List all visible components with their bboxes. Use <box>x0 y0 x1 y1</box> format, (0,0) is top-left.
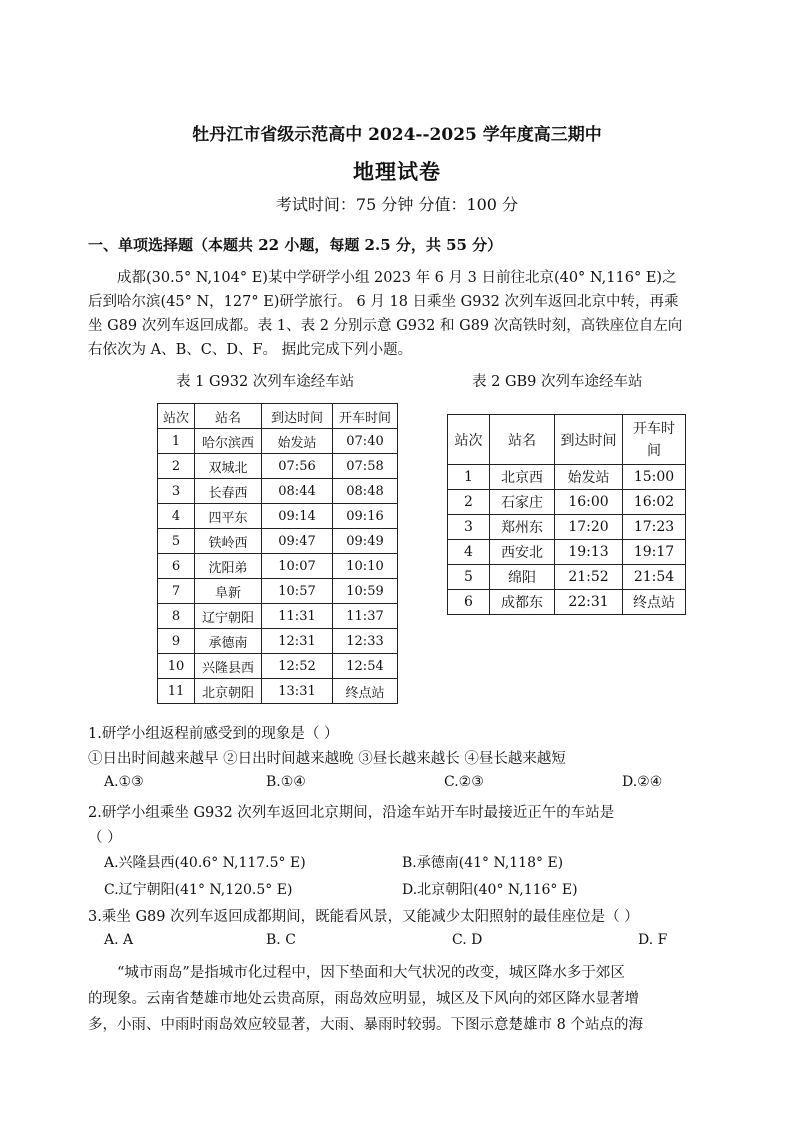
table-cell: 4 <box>158 504 195 529</box>
table-cell: 3 <box>158 479 195 504</box>
table-row <box>448 565 686 590</box>
question-3-stem: 3.乘坐 G89 次列车返回成都期间，既能看风景，又能减少太阳照射的最佳座位是（ ） <box>88 909 639 925</box>
table-header-cell: 到达时间 <box>262 404 333 429</box>
school-title: 牡丹江市省级示范高中 2024--2025 学年度高三期中 <box>192 125 602 145</box>
table-cell: 16:02 <box>623 490 686 515</box>
question-1-option-d: D.②④ <box>622 774 663 790</box>
table-cell: 4 <box>448 540 490 565</box>
table-cell: 09:14 <box>262 504 333 529</box>
exam-info: 考试时间：75 分钟 分值：100 分 <box>275 195 519 214</box>
intro-line: 坐 G89 次列车返回成都。表 1、表 2 分别示意 G932 和 G89 次高铁时刻，高铁座位自左向 <box>88 318 683 334</box>
question-1-option-a: A.①③ <box>104 774 144 790</box>
table-cell: 22:31 <box>555 590 623 615</box>
table-cell: 19:13 <box>555 540 623 565</box>
table-cell: 7 <box>158 579 195 604</box>
question-3-option-b: B. C <box>266 932 296 948</box>
table-cell: 10 <box>158 654 195 679</box>
table-row <box>448 465 686 490</box>
table1 <box>157 403 398 704</box>
question-2-stem: 2.研学小组乘坐 G932 次列车返回北京期间，沿途车站开车时最接近正午的车站是 <box>88 805 615 821</box>
question-3-option-d: D. F <box>638 932 668 948</box>
table-cell: 11:37 <box>333 604 398 629</box>
table-cell: 13:31 <box>262 679 333 704</box>
question-2-option-c: C.辽宁朝阳(41° N,120.5° E) <box>104 882 293 898</box>
intro-line: 后到哈尔滨(45° N，127° E)研学旅行。 6 月 18 日乘坐 G932 次列车返回北京中转，再乘 <box>88 294 679 310</box>
table-cell: 6 <box>448 590 490 615</box>
table1-caption: 表 1 G932 次列车途经车站 <box>176 374 355 390</box>
question-1-stem: 1.研学小组返程前感受到的现象是（ ） <box>88 726 339 742</box>
passage-line: 多，小雨、中雨时雨岛效应较显著，大雨、暴雨时较弱。下图示意楚雄市 8 个站点的海 <box>88 1017 643 1033</box>
table-cell: 12:52 <box>262 654 333 679</box>
table-cell: 哈尔滨西 <box>195 429 262 454</box>
table-cell: 成都东 <box>490 590 555 615</box>
table-cell: 10:57 <box>262 579 333 604</box>
table-row <box>158 654 398 679</box>
table2-caption: 表 2 GB9 次列车途经车站 <box>472 374 643 390</box>
question-3-option-a: A. A <box>104 932 134 948</box>
table-header-cell: 到达时间 <box>555 415 623 465</box>
table-cell: 5 <box>158 529 195 554</box>
table-cell: 12:33 <box>333 629 398 654</box>
table-cell: 8 <box>158 604 195 629</box>
table-row <box>158 454 398 479</box>
table-cell: 10:59 <box>333 579 398 604</box>
section-heading: 一、单项选择题（本题共 22 小题，每题 2.5 分，共 55 分） <box>88 236 503 254</box>
table-cell: 双城北 <box>195 454 262 479</box>
table-cell: 09:47 <box>262 529 333 554</box>
question-3-option-c: C. D <box>452 932 483 948</box>
table-cell: 07:56 <box>262 454 333 479</box>
table-cell: 承德南 <box>195 629 262 654</box>
table-cell: 10:07 <box>262 554 333 579</box>
table-header-cell: 站次 <box>448 415 490 465</box>
table-cell: 09:16 <box>333 504 398 529</box>
table-cell: 阜新 <box>195 579 262 604</box>
table-cell: 1 <box>448 465 490 490</box>
table-cell: 08:44 <box>262 479 333 504</box>
intro-line: 成都(30.5° N,104° E)某中学研学小组 2023 年 6 月 3 日前往北京(40° N,116° E)之 <box>117 270 677 286</box>
passage-line: “城市雨岛”是指城市化过程中，因下垫面和大气状况的改变，城区降水多于郊区 <box>117 965 625 981</box>
table-cell: 始发站 <box>262 429 333 454</box>
table-cell: 辽宁朝阳 <box>195 604 262 629</box>
question-1-option-c: C.②③ <box>444 774 484 790</box>
table-header-text: 开车时 <box>633 420 675 437</box>
question-1-statements: ①日出时间越来越早 ②日出时间越来越晚 ③昼长越来越长 ④昼长越来越短 <box>88 751 566 767</box>
table-cell: 10:10 <box>333 554 398 579</box>
table-cell: 21:54 <box>623 565 686 590</box>
table-row <box>158 554 398 579</box>
table-cell: 终点站 <box>623 590 686 615</box>
table-cell: 西安北 <box>490 540 555 565</box>
table-header-cell: 站名 <box>490 415 555 465</box>
table-row <box>448 490 686 515</box>
table-row <box>158 679 398 704</box>
table-cell: 沈阳弟 <box>195 554 262 579</box>
question-1-option-b: B.①④ <box>266 774 306 790</box>
question-2-option-b: B.承德南(41° N,118° E) <box>402 855 564 871</box>
table-cell: 北京朝阳 <box>195 679 262 704</box>
table-cell: 17:23 <box>623 515 686 540</box>
table-row <box>158 629 398 654</box>
table-cell: 9 <box>158 629 195 654</box>
table-row <box>158 604 398 629</box>
table-cell: 09:49 <box>333 529 398 554</box>
table-header-cell: 开车时间 <box>333 404 398 429</box>
table-row <box>158 479 398 504</box>
table-row <box>158 429 398 454</box>
table-cell: 2 <box>448 490 490 515</box>
table-cell: 北京西 <box>490 465 555 490</box>
table-cell: 12:31 <box>262 629 333 654</box>
table-cell: 11 <box>158 679 195 704</box>
table-cell: 11:31 <box>262 604 333 629</box>
table2 <box>447 414 686 615</box>
passage-2 <box>88 960 700 1038</box>
table-cell: 21:52 <box>555 565 623 590</box>
table-header-cell: 站名 <box>195 404 262 429</box>
table-cell: 08:48 <box>333 479 398 504</box>
table-row <box>448 590 686 615</box>
table-cell: 16:00 <box>555 490 623 515</box>
table-row <box>158 504 398 529</box>
table-cell: 兴隆县西 <box>195 654 262 679</box>
table-row <box>448 515 686 540</box>
intro-paragraph <box>88 266 700 362</box>
subject-title: 地理试卷 <box>353 159 441 184</box>
question-2-stem-continued: （ ） <box>88 830 122 846</box>
table-header-row <box>158 404 398 429</box>
table-cell: 3 <box>448 515 490 540</box>
table-header-cell <box>623 415 686 465</box>
table-cell: 17:20 <box>555 515 623 540</box>
table-cell: 长春西 <box>195 479 262 504</box>
table-cell: 绵阳 <box>490 565 555 590</box>
table-cell: 2 <box>158 454 195 479</box>
table-cell: 19:17 <box>623 540 686 565</box>
table-cell: 12:54 <box>333 654 398 679</box>
table-header-row <box>448 415 686 465</box>
table-cell: 始发站 <box>555 465 623 490</box>
table-cell: 07:58 <box>333 454 398 479</box>
table-cell: 6 <box>158 554 195 579</box>
table-cell: 铁岭西 <box>195 529 262 554</box>
table-cell: 石家庄 <box>490 490 555 515</box>
table-header-cell: 站次 <box>158 404 195 429</box>
table-cell: 1 <box>158 429 195 454</box>
table-cell: 郑州东 <box>490 515 555 540</box>
table-cell: 四平东 <box>195 504 262 529</box>
question-2-option-d: D.北京朝阳(40° N,116° E) <box>402 882 578 898</box>
table-cell: 07:40 <box>333 429 398 454</box>
table-row <box>158 529 398 554</box>
passage-line: 的现象。云南省楚雄市地处云贵高原，雨岛效应明显，城区及下风向的郊区降水显著增 <box>88 991 639 1007</box>
table-row <box>448 540 686 565</box>
table-cell: 15:00 <box>623 465 686 490</box>
table-row <box>158 579 398 604</box>
table-cell: 5 <box>448 565 490 590</box>
intro-line: 右依次为 A、B、C、D、F。 据此完成下列小题。 <box>88 342 413 358</box>
table-header-text: 间 <box>647 442 661 459</box>
table-cell: 终点站 <box>333 679 398 704</box>
question-2-option-a: A.兴隆县西(40.6° N,117.5° E) <box>104 855 306 871</box>
